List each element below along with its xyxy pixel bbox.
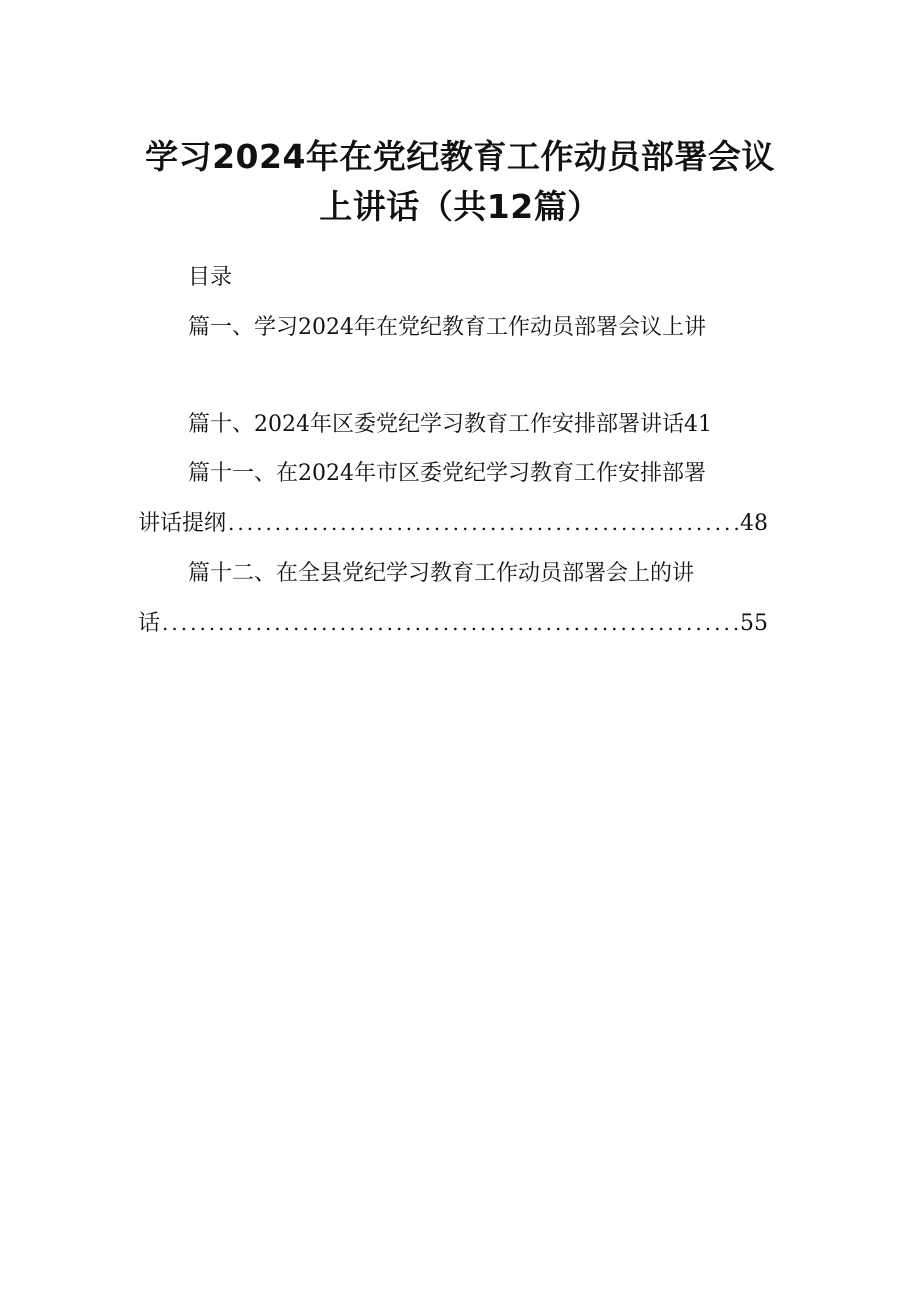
dot-leader — [228, 508, 738, 538]
title-line-1: 学习2024年在党纪教育工作动员部署会议 — [145, 137, 775, 176]
toc-entry-12-line1[interactable]: 篇十二、在全县党纪学习教育工作动员部署会上的讲 — [188, 561, 695, 586]
toc-entry-11-line2[interactable] — [138, 508, 768, 539]
toc-heading: 目录 — [188, 265, 233, 290]
toc-entry-12-line2[interactable] — [138, 608, 768, 639]
toc-entry-11-text: 讲话提纲 — [138, 511, 227, 536]
toc-entry-11-page: 48 — [740, 511, 768, 536]
toc-entry-12-page: 55 — [740, 611, 768, 636]
document-title — [80, 132, 840, 232]
title-line-2: 上讲话（共12篇） — [319, 187, 601, 226]
toc-entry-12-text: 话 — [138, 611, 161, 636]
toc-entry-10[interactable]: 篇十、2024年区委党纪学习教育工作安排部署讲话41 — [188, 412, 712, 437]
dot-leader — [162, 608, 738, 638]
toc-entry-1[interactable]: 篇一、学习2024年在党纪教育工作动员部署会议上讲 — [188, 315, 706, 340]
toc-entry-11-line1[interactable]: 篇十一、在2024年市区委党纪学习教育工作安排部署 — [188, 461, 706, 486]
